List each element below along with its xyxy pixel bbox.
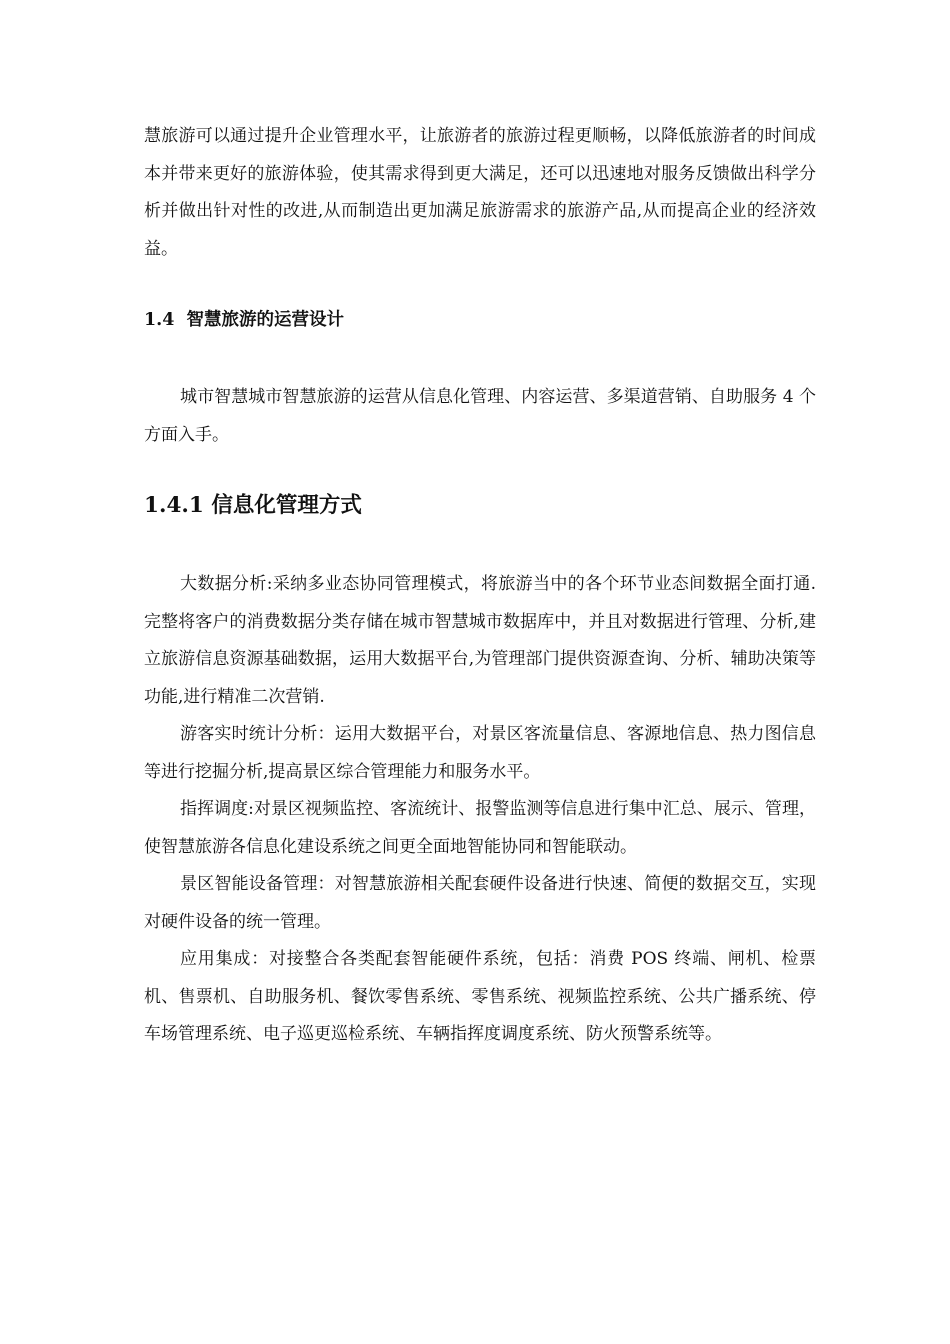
paragraph-big-data: 大数据分析:采纳多业态协同管理模式，将旅游当中的各个环节业态间数据全面打通.完整将客户的消费数据分类存储在城市智慧城市数据库中，并且对数据进行管理、分析,建立旅游信息资源基础数据，运用大数据平台,为管理部门提供资源查询、分析、辅助决策等功能,进行精准二次营销. (144, 574, 816, 707)
paragraph-visitor-stats: 游客实时统计分析：运用大数据平台，对景区客流量信息、客源地信息、热力图信息等进行挖掘分析,提高景区综合管理能力和服务水平。 (144, 724, 816, 782)
section-1-4-1-body (144, 566, 816, 1054)
section-heading-1-4 (144, 306, 816, 331)
paragraph-app-integration: 应用集成：对接整合各类配套智能硬件系统，包括：消费 POS 终端、闸机、检票机、售票机、自助服务机、餐饮零售系统、零售系统、视频监控系统、公共广播系统、停车场管理系统、电子巡更巡检系统、车辆指挥度调度系统、防火预警系统等。 (144, 949, 816, 1044)
section-number: 1.4 (144, 310, 175, 330)
paragraph-dispatch: 指挥调度:对景区视频监控、客流统计、报警监测等信息进行集中汇总、展示、管理，使智慧旅游各信息化建设系统之间更全面地智能协同和智能联动。 (144, 799, 816, 857)
section-heading-1-4-1: 1.4.1 信息化管理方式 (144, 493, 362, 518)
paragraph-device-management: 景区智能设备管理：对智慧旅游相关配套硬件设备进行快速、简便的数据交互，实现对硬件设备的统一管理。 (144, 874, 816, 932)
section-1-4-paragraph: 城市智慧城市智慧旅游的运营从信息化管理、内容运营、多渠道营销、自助服务 4 个方面入手。 (144, 387, 816, 445)
intro-paragraph: 慧旅游可以通过提升企业管理水平，让旅游者的旅游过程更顺畅，以降低旅游者的时间成本并带来更好的旅游体验，使其需求得到更大满足，还可以迅速地对服务反馈做出科学分析并做出针对性的改进,从而制造出更加满足旅游需求的旅游产品,从而提高企业的经济效益。 (144, 126, 816, 259)
section-title: 智慧旅游的运营设计 (186, 310, 344, 330)
